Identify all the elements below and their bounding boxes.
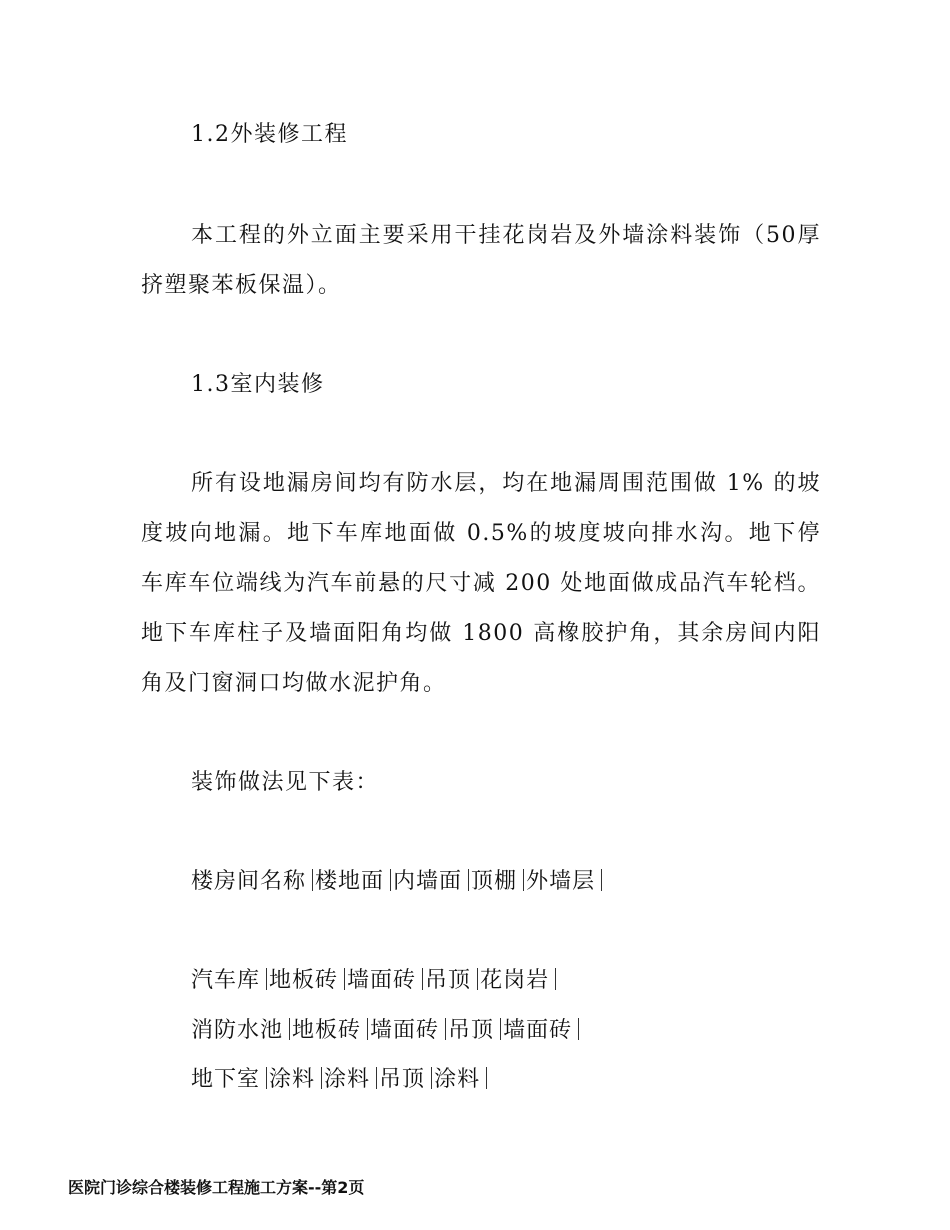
page-footer: 医院门诊综合楼装修工程施工方案--第2页 (68, 1178, 365, 1197)
table-cell: 地板砖 (269, 968, 339, 993)
table-cell: 吊顶 (379, 1067, 426, 1092)
table-header-cell: 外墙层 (526, 869, 596, 894)
table-intro: 装饰做法见下表： (191, 770, 380, 795)
table-row (191, 1065, 489, 1095)
paragraph-exterior: 本工程的外立面主要采用干挂花岗岩及外墙涂料装饰（50厚挤塑聚苯板保温）。 (141, 223, 821, 298)
table-cell: 花岗岩 (480, 968, 550, 993)
section-heading-exterior: 1.2外装修工程 (191, 122, 348, 147)
table-header-cell: 顶棚 (471, 869, 518, 894)
table-header-cell: 内墙面 (393, 869, 463, 894)
table-cell: 涂料 (269, 1067, 316, 1092)
table-header-row (191, 867, 604, 897)
table-cell: 地板砖 (292, 1018, 362, 1043)
table-header-cell: 楼地面 (315, 869, 385, 894)
table-cell: 吊顶 (448, 1018, 495, 1043)
table-row (191, 966, 558, 996)
table-cell: 涂料 (434, 1067, 481, 1092)
table-header-cell: 楼房间名称 (191, 869, 307, 894)
paragraph-interior: 所有设地漏房间均有防水层，均在地漏周围范围做 1% 的坡度坡向地漏。地下车库地面做 0.5%的坡度坡向排水沟。地下停车库车位端线为汽车前悬的尺寸减 200 处地面做成品汽车轮档。地下车库柱子及墙面阳角均做 1800 高橡胶护角，其余房间内阳角及门窗洞口均做水泥护角。 (141, 471, 821, 696)
table-cell: 墙面砖 (370, 1018, 440, 1043)
table-cell: 地下室 (191, 1067, 261, 1092)
table-cell: 吊顶 (425, 968, 472, 993)
table-cell: 消防水池 (191, 1018, 284, 1043)
table-cell: 涂料 (324, 1067, 371, 1092)
table-cell: 汽车库 (191, 968, 261, 993)
table-cell: 墙面砖 (503, 1018, 573, 1043)
table-row (191, 1016, 581, 1046)
table-cell: 墙面砖 (347, 968, 417, 993)
section-heading-interior: 1.3室内装修 (191, 372, 325, 397)
